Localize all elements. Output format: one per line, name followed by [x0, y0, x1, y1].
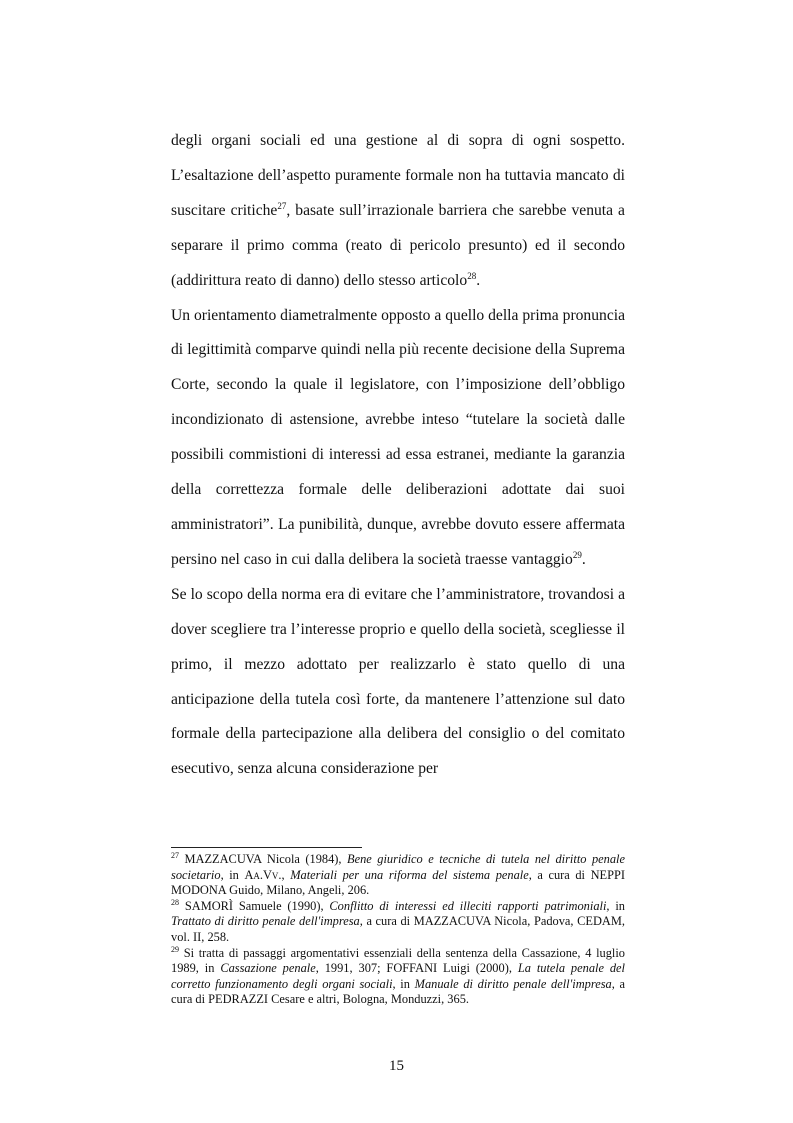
footnote-title: Trattato di diritto penale dell'impresa — [171, 914, 360, 929]
footnote-text: Si tratta di passaggi argomentativi essenziali della sentenza della Cassazione, 4 luglio 1989, in — [171, 945, 625, 976]
footnote-title: Materiali per una riforma del sistema penale — [290, 867, 529, 882]
paragraph-2-text-b: . — [581, 550, 586, 568]
footnote-text: , a cura di NEPPI MODONA Guido, Milano, Angeli, 206. — [171, 867, 625, 898]
footnote-author: Aa.Vv. — [244, 867, 282, 882]
page-number: 15 — [389, 1058, 404, 1074]
footnote-text: MAZZACUVA Nicola (1984), — [179, 852, 348, 866]
footnote-title: Bene giuridico e tecniche di tutela nel diritto penale societario — [171, 852, 625, 882]
footnote-separator — [171, 847, 362, 848]
footnotes — [171, 852, 625, 1008]
footnote-number: 28 — [171, 897, 179, 907]
paragraph-1-text-c: . — [476, 271, 481, 289]
paragraph-3-text: Se lo scopo della norma era di evitare che l’amministratore, trovandosi a dover scegliere tra l’interesse proprio e quello della società, scegliesse il primo, il mezzo adottato per realizzarlo è stato quello di una anticipazione della tutela così forte, da mantenere l’attenzione sul dato formale della partecipazione alla delibera del consiglio o del comitato esecutivo, senza alcuna considerazione per — [171, 585, 625, 778]
footnote-text: SAMORÌ Samuele (1990), — [179, 898, 330, 913]
footnote-text: , a cura di MAZZACUVA Nicola, Padova, CEDAM, vol. II, 258. — [171, 914, 625, 944]
footnote-text: , — [281, 867, 291, 882]
paragraph-2-text-a: Un orientamento diametralmente opposto a quello della prima pronuncia di legittimità comparve quindi nella più recente decisione della Suprema Corte, secondo la quale il legislatore, con l’imposizione dell’obbligo incondizionato di astensione, avrebbe inteso “tutelare la società dalle possibili commistioni di interessi ad essa estranei, mediante la garanzia della correttezza formale delle deliberazioni adottate dai suoi amministratori”. La punibilità, dunque, avrebbe dovuto essere affermata persino nel caso in cui dalla delibera la società traesse vantaggio — [171, 306, 625, 568]
footnote-29 — [171, 946, 625, 1008]
footnote-title: Cassazione penale — [220, 961, 316, 976]
paragraph-3 — [171, 578, 625, 787]
paragraph-1-text-b: , basate sull’irrazionale barriera che sarebbe venuta a separare il primo comma (reato di pericolo presunto) ed il secondo (addirittura reato di danno) dello stesso articolo — [171, 201, 625, 289]
body-text — [171, 124, 625, 787]
paragraph-1 — [171, 124, 625, 299]
footnote-text: , in — [392, 976, 415, 991]
footnote-28 — [171, 899, 625, 946]
paragraph-1-text-a: degli organi sociali ed una gestione al di sopra di ogni sospetto. L’esaltazione dell’aspetto puramente formale non ha tuttavia mancato di suscitare critiche — [171, 132, 625, 219]
footnote-27 — [171, 852, 625, 899]
footnote-text: in — [609, 898, 625, 913]
footnote-number: 27 — [171, 851, 179, 860]
footnote-text: , 1991, 307; FOFFANI Luigi (2000), — [315, 961, 518, 976]
footnote-title: Manuale di diritto penale dell'impresa — [414, 976, 612, 991]
footnote-ref-28[interactable]: 28 — [467, 270, 477, 281]
paragraph-2 — [171, 299, 625, 578]
footnote-ref-27[interactable]: 27 — [277, 200, 287, 211]
footnote-text: , in — [220, 867, 245, 882]
footnote-title: Conflitto di interessi ed illeciti rapporti patrimoniali, — [329, 898, 610, 913]
footnote-ref-29[interactable]: 29 — [572, 549, 582, 560]
footnote-title: La tutela penale del corretto funzionamento degli organi sociali — [171, 961, 625, 991]
footnote-text: , a cura di PEDRAZZI Cesare e altri, Bologna, Monduzzi, 365. — [171, 976, 625, 1007]
footnote-number: 29 — [171, 944, 179, 954]
